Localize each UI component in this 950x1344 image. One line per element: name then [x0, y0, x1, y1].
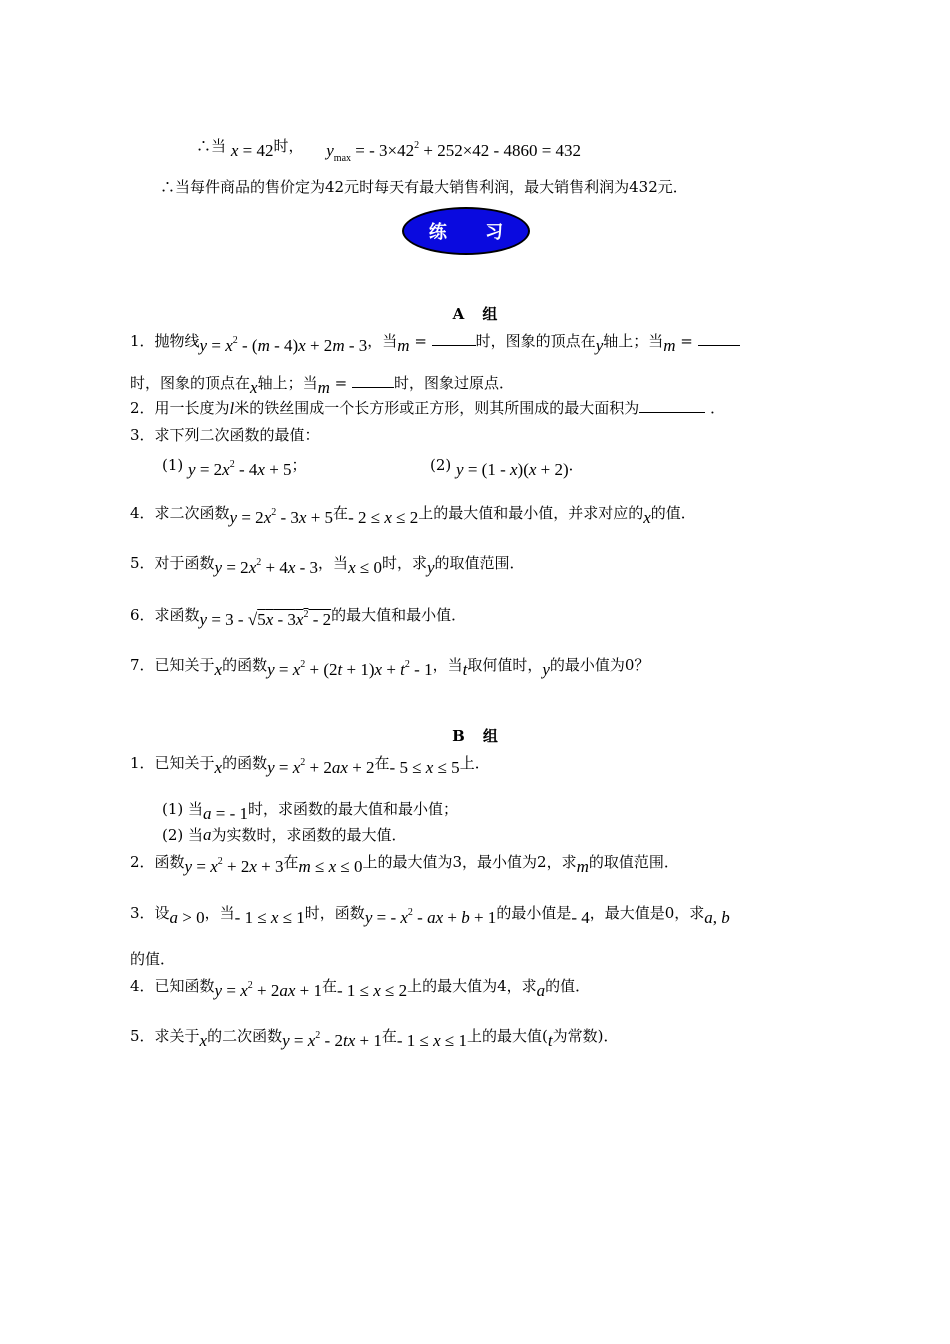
- b-question-2: 2．函数$y = x^2 + 2x + 3$在m ≤ x ≤ 0上的最大值为3，最小值为2，求m的取值范围．: [130, 853, 679, 876]
- a-question-3-part-2: (2) y = (1 - x)(x + 2)．: [430, 456, 584, 479]
- group-b-heading: B 组: [452, 727, 498, 745]
- b-question-3-cont: 的值．: [130, 950, 176, 968]
- solution-line-1: ∴当 x = 42时， $y_{max}$ = - $3\times 42^2 + 252\times 42 - 4860 = 432$: [196, 137, 582, 164]
- formula-ymax: $y_{max}$ = - $3\times 42^2 + 252\times 42 - 4860 = 432$: [326, 140, 582, 164]
- a-question-4: 4．求二次函数$y = 2x^2 - 3x + 5$在- 2 ≤ x ≤ 2上的最大值和最小值，并求对应的x的值．: [130, 504, 696, 527]
- a-question-6: 6．求函数$y = 3 - √5x - 3x^2 - 2$的最大值和最小值．: [130, 606, 467, 629]
- b-question-3: 3．设a > 0，当- 1 ≤ x ≤ 1时，函数y = - $x^2$ - ax + b + 1的最小值是- 4，最大值是0，求a, b: [130, 904, 730, 927]
- formula: $y = x^2 - (m - 4)x + 2m - 3$: [199, 335, 368, 355]
- a-question-1: 1．抛物线$y = x^2 - (m - 4)x + 2m - 3$，当m = 时，图象的顶点在y轴上；当m =: [130, 331, 740, 354]
- a-question-3: 3．求下列二次函数的最值：: [130, 426, 320, 444]
- a-question-2: 2．用一长度为l米的铁丝围成一个长方形或正方形，则其所围成的最大面积为 ．: [130, 399, 726, 418]
- b-question-1-part-2: (2) 当a为实数时，求函数的最大值．: [162, 825, 407, 844]
- group-a-heading: A 组: [452, 305, 498, 323]
- practice-badge: 练 习: [402, 207, 530, 255]
- formula-x-eq-42: x = 42: [230, 141, 274, 160]
- therefore-symbol: ∴: [196, 137, 212, 155]
- b-question-1: 1．已知关于x的函数$y = x^2 + 2ax + 2$在- 5 ≤ x ≤ 5上．: [130, 754, 490, 777]
- a-question-1-cont: 时，图象的顶点在x轴上；当m = 时，图象过原点．: [130, 374, 514, 397]
- a-question-3-part-1: (1) $y = 2x^2 - 4x + 5$；: [162, 456, 307, 479]
- a-question-7: 7．已知关于x的函数$y = x^2 + (2t + 1)x + t^2 - 1$，当t取何值时，y的最小值为0？: [130, 656, 650, 679]
- solution-conclusion: ∴当每件商品的售价定为42元时每天有最大销售利润，最大销售利润为432元．: [160, 178, 688, 196]
- b-question-5: 5．求关于x的二次函数$y = x^2 - 2tx + 1$在- 1 ≤ x ≤ 1上的最大值(t为常数)．: [130, 1027, 619, 1050]
- b-question-4: 4．已知函数$y = x^2 + 2ax + 1$在- 1 ≤ x ≤ 2上的最大值为4，求a的值．: [130, 977, 591, 1000]
- a-question-5: 5．对于函数$y = 2x^2 + 4x - 3$，当x ≤ 0时，求y的取值范围．: [130, 554, 525, 577]
- b-question-1-part-1: (1) 当a = - 1时，求函数的最大值和最小值；: [162, 800, 459, 823]
